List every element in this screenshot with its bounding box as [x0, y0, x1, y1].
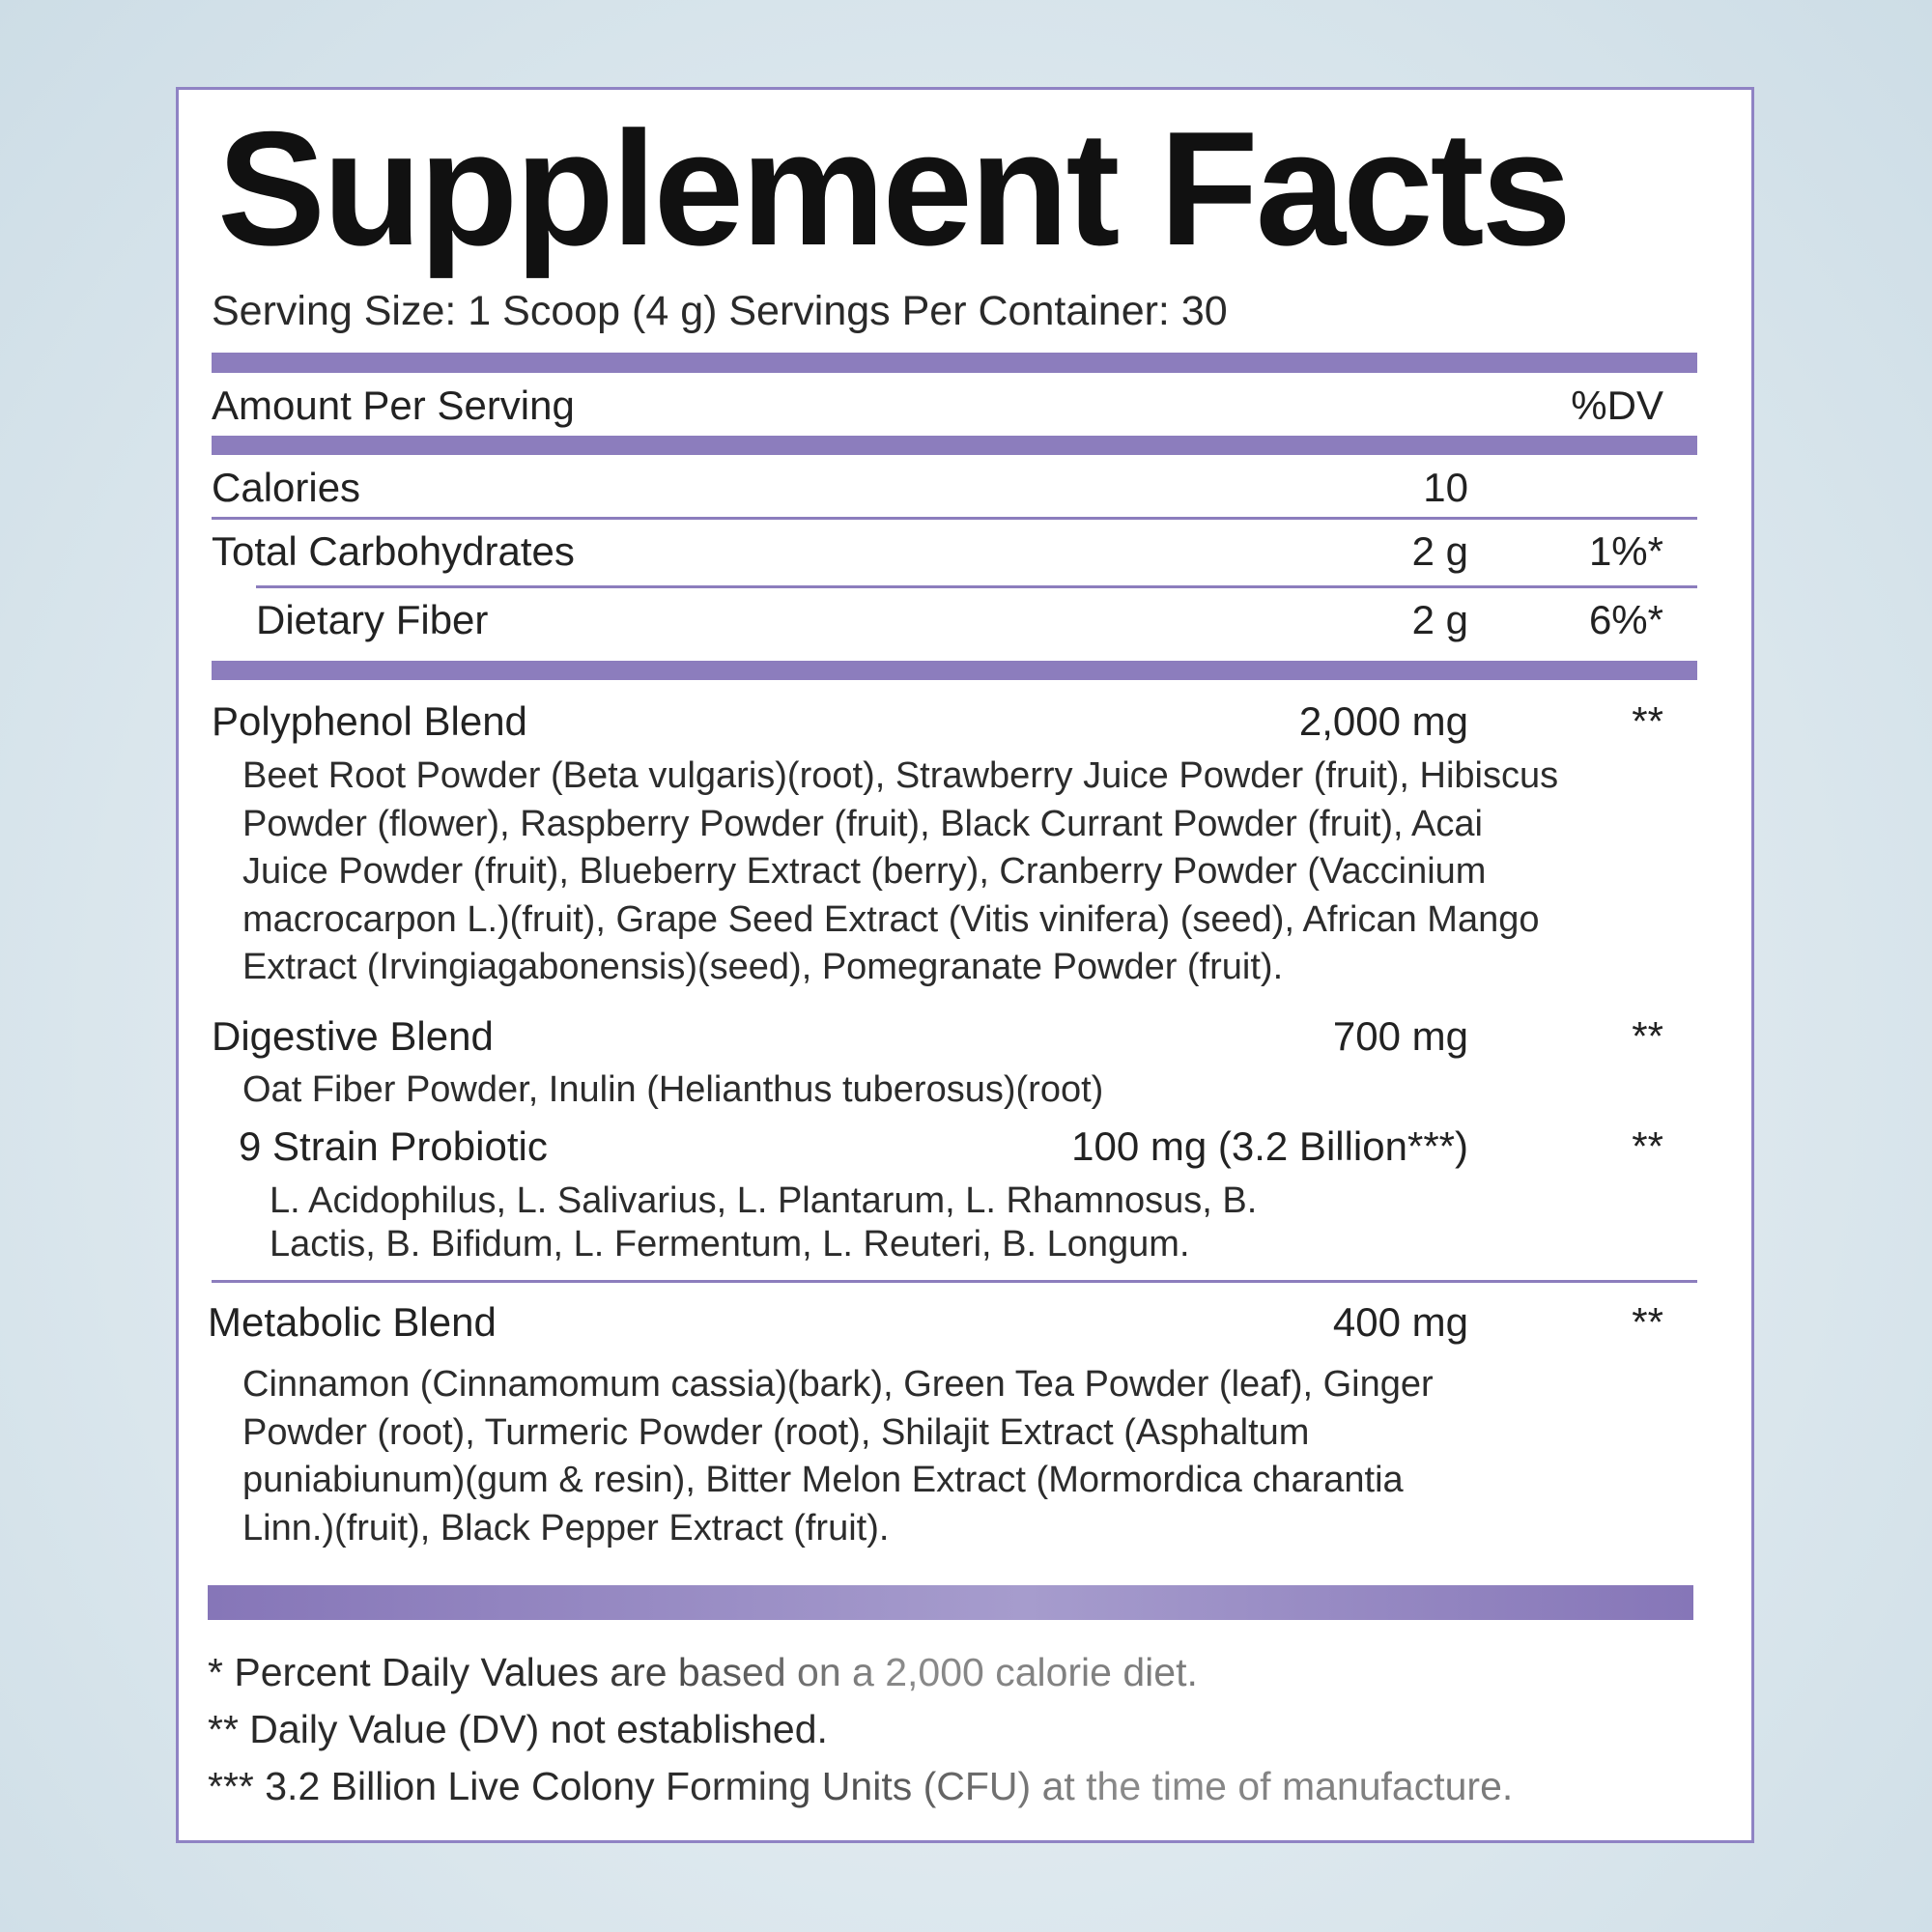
page-title: Supplement Facts: [217, 98, 1569, 279]
total-carbohydrates-dv: 1%*: [1588, 528, 1663, 574]
row-divider: [256, 585, 1697, 588]
row-divider: [212, 517, 1697, 520]
dietary-fiber-amount: 2 g: [1411, 597, 1468, 642]
calories-label: Calories: [212, 465, 361, 510]
bottom-divider: [208, 1585, 1693, 1620]
footnote-cfu: *** 3.2 Billion Live Colony Forming Units (CFU) at the time of manufacture.: [208, 1764, 1514, 1808]
polyphenol-blend-dv: **: [1632, 698, 1663, 744]
metabolic-blend-label: Metabolic Blend: [208, 1299, 497, 1345]
supplement-facts-panel: [176, 87, 1754, 1843]
digestive-blend-dv: **: [1632, 1013, 1663, 1059]
metabolic-blend-dv: **: [1632, 1299, 1663, 1345]
footnote-percent-dv: * Percent Daily Values are based on a 2,000 calorie diet.: [208, 1650, 1198, 1694]
digestive-blend-amount: 700 mg: [1332, 1013, 1468, 1059]
digestive-blend-ingredients: Oat Fiber Powder, Inulin (Helianthus tuberosus)(root): [242, 1069, 1104, 1110]
top-divider: [212, 353, 1697, 373]
polyphenol-blend-amount: 2,000 mg: [1298, 698, 1468, 744]
nutrient-divider: [212, 661, 1697, 680]
dv-header-label: %DV: [1571, 383, 1663, 428]
total-carbohydrates-amount: 2 g: [1411, 528, 1468, 574]
metabolic-blend-amount: 400 mg: [1332, 1299, 1468, 1345]
probiotic-amount: 100 mg (3.2 Billion***): [1071, 1123, 1468, 1169]
header-divider: [212, 436, 1697, 455]
probiotic-dv: **: [1632, 1123, 1663, 1169]
total-carbohydrates-label: Total Carbohydrates: [212, 528, 575, 574]
probiotic-label: 9 Strain Probiotic: [239, 1123, 548, 1169]
dietary-fiber-dv: 6%*: [1588, 597, 1663, 642]
polyphenol-blend-ingredients: Beet Root Powder (Beta vulgaris)(root), Strawberry Juice Powder (fruit), Hibiscus Powder (flower), Raspberry Powder (fruit), Black Currant Powder (fruit), Acai Juice Powder (fruit), Blueberry Extract (berry), Cranberry Powder (Vaccinium macrocarpon L.)(fruit), Grape Seed Extract (Vitis vinifera) (seed), African Mango Extract (Irvingiagabonensis)(seed), Pomegranate Powder (fruit).: [242, 755, 1559, 987]
digestive-blend-label: Digestive Blend: [212, 1013, 494, 1059]
dietary-fiber-label: Dietary Fiber: [256, 597, 489, 642]
amount-per-serving-label: Amount Per Serving: [212, 383, 575, 428]
probiotic-ingredients: L. Acidophilus, L. Salivarius, L. Plantarum, L. Rhamnosus, B. Lactis, B. Bifidum, L. Fermentum, L. Reuteri, B. Longum.: [270, 1180, 1258, 1264]
blend-divider: [212, 1280, 1697, 1283]
footnote-dv-not-established: ** Daily Value (DV) not established.: [208, 1707, 828, 1751]
metabolic-blend-ingredients: Cinnamon (Cinnamomum cassia)(bark), Green Tea Powder (leaf), Ginger Powder (root), Turmeric Powder (root), Shilajit Extract (Asphaltum puniabiunum)(gum & resin), Bitter Melon Extract (Mormordica charantia Linn.)(fruit), Black Pepper Extract (fruit).: [242, 1364, 1434, 1548]
serving-info: Serving Size: 1 Scoop (4 g) Servings Per Container: 30: [212, 288, 1228, 334]
polyphenol-blend-label: Polyphenol Blend: [212, 698, 527, 744]
calories-amount: 10: [1423, 465, 1468, 510]
